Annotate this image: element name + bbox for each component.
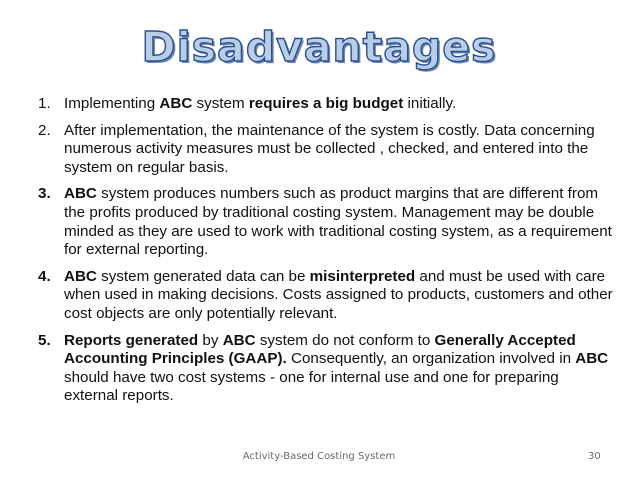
bold-text: ABC — [64, 185, 97, 203]
text-segment: system — [192, 95, 249, 112]
item-text — [64, 185, 612, 258]
text-segment: system do not conform to — [255, 331, 435, 349]
text-segment: system produces numbers such as product margins that are different from the profits produced by traditional costing system. Management may be double minded as they are used to work with traditional costing system, as a requirement for external reporting. — [64, 185, 612, 259]
bold-text: Generally Accepted Accounting Principles (GAAP). — [64, 331, 576, 368]
item-text — [64, 122, 595, 176]
page-number: 30 — [588, 451, 601, 462]
bold-text: Reports generated — [64, 331, 199, 349]
text-segment: After implementation, the maintenance of the system is costly. Data concerning numerous activity measures must be collected , checked, and entered into the system on regular basis. — [64, 121, 595, 176]
item-number: 5. — [38, 331, 51, 349]
list-item — [38, 185, 613, 259]
bold-text: requires a big budget — [248, 95, 404, 112]
text-segment: initially. — [403, 95, 457, 112]
footer-text: Activity-Based Costing System — [242, 451, 396, 462]
bold-text: misinterpreted — [309, 267, 416, 285]
text-segment: and must be used with care when used in making decisions. Costs assigned to products, customers and other cost objects are only potentially relevant. — [64, 267, 613, 322]
list-item — [38, 95, 613, 114]
text-segment: Consequently, an organization involved in — [286, 350, 576, 368]
list-item — [38, 122, 613, 178]
bold-text: ABC — [575, 350, 609, 368]
disadvantages-list — [38, 95, 613, 414]
text-segment: by — [198, 331, 223, 349]
item-number: 1. — [38, 95, 51, 112]
list-item — [38, 268, 613, 324]
bold-text: ABC — [64, 267, 97, 285]
item-number: 3. — [38, 185, 51, 203]
list-item — [38, 332, 613, 406]
text-segment: system generated data can be — [96, 267, 310, 285]
item-number: 4. — [38, 267, 51, 285]
item-text — [64, 268, 613, 322]
item-text — [64, 332, 608, 405]
bold-text: ABC — [222, 331, 256, 349]
text-segment: should have two cost systems - one for internal use and one for preparing external reports. — [64, 368, 559, 405]
bold-text: ABC — [159, 95, 193, 112]
item-number: 2. — [38, 121, 51, 139]
text-segment: Implementing — [64, 95, 160, 112]
slide-title: Disadvantages — [141, 23, 497, 71]
item-text — [64, 95, 456, 112]
